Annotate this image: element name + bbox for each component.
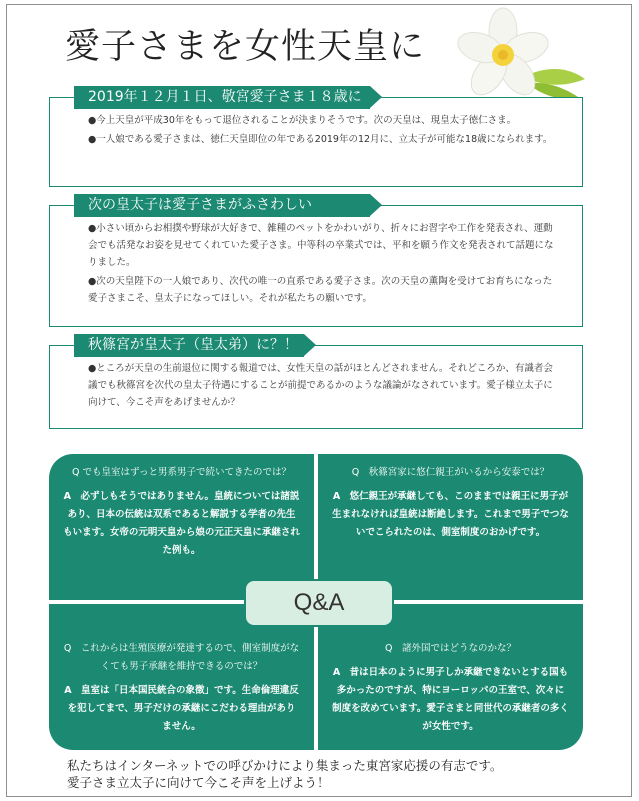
section-1-bullets — [88, 112, 558, 150]
section-3-bullets — [88, 360, 558, 413]
section-3-bullet-1: ●ところが天皇の生前退位に関する報道では、女性天皇の話がほとんどされません。それどころか、有識者会議でも秋篠宮を次代の皇太子待遇にすることが前提であるかのような議論がなされています。愛子様立太子に向けて、今こそ声をあげませんか？ — [88, 363, 553, 408]
section-2-heading: 次の皇太子は愛子さまがふさわしい — [74, 194, 370, 217]
section-2-bullets — [88, 220, 558, 309]
section-2-box — [49, 197, 583, 327]
section-1-heading: 2019年１２月１日、敬宮愛子さま１８歳に — [74, 86, 370, 109]
flyer-page — [6, 4, 632, 797]
footer — [67, 757, 502, 791]
qa-center-label: Q&A — [244, 579, 394, 627]
qa-item-1-question: Q でも皇室はずっと男系男子で続いてきたのでは？ — [72, 467, 291, 478]
section-3-box — [49, 337, 583, 429]
section-3-heading: 秋篠宮が皇太子（皇太弟）に？！ — [74, 334, 304, 357]
section-2-bullet-1: ●小さい頃からお相撲や野球が大好きで、雑種のペットをかわいがり、折々にお習字や工作を発表され、運動会でも活発なお姿を見せてくれていた愛子さま。中等科の卒業式では、平和を願う作文を発表されて話題になりました。 — [88, 223, 554, 268]
footer-line-1: 私たちはインターネットでの呼びかけにより集まった東宮家応援の有志です。 — [67, 758, 503, 773]
qa-item-2-answer: A 悠仁親王が承継しても、このままでは親王に男子が生まれなければ皇統は断絶します。これまで男子でつないでこられたのは、側室制度のおかげです。 — [332, 491, 569, 538]
section-1-bullet-1: ●今上天皇が平成30年をもって退位されることが決まりそうです。次の天皇は、現皇太子徳仁さま。 — [88, 115, 517, 126]
qa-section — [49, 454, 583, 750]
qa-item-2-question: Q 秋篠宮家に悠仁親王がいるから安泰では？ — [351, 467, 550, 478]
section-2-bullet-2: ●次の天皇陛下の一人娘であり、次代の唯一の直系である愛子さま。次の天皇の薫陶を受けてお育ちになった愛子さまこそ、皇太子になってほしい。それが私たちの願いです。 — [88, 276, 553, 304]
page-title: 愛子さまを女性天皇に — [65, 27, 426, 67]
section-1-bullet-2: ●一人娘である愛子さまは、徳仁天皇即位の年である2019年の12月に、立太子が可能な18歳になられます。 — [88, 134, 553, 145]
section-1-box — [49, 89, 583, 187]
qa-item-3-answer: A 皇室は「日本国民統合の象徴」です。生命倫理違反を犯してまで、男子だけの承継にこだわる理由がありません。 — [64, 685, 299, 732]
qa-item-3-question: Q これからは生殖医療が発達するので、側室制度がなくても男子承継を維持できるのでは？ — [63, 643, 300, 672]
qa-item-4-question: Q 諸外国ではどうなのかな？ — [385, 643, 516, 654]
qa-item-4-answer: A 昔は日本のように男子しか承継できないとする国も多かったのですが、特にヨーロッパの王室で、次々に制度を改めています。愛子さまと同世代の承継者の多くが女性です。 — [332, 667, 569, 732]
footer-line-2: 愛子さま立太子に向けて今こそ声を上げよう！ — [67, 775, 330, 790]
plumeria-flower-icon — [437, 7, 587, 107]
qa-item-1-answer: A 必ずしもそうではありません。皇統については諸説あり、日本の伝統は双系であると解説する学者の先生もいます。女帝の元明天皇から娘の元正天皇に承継された例も。 — [63, 491, 300, 556]
